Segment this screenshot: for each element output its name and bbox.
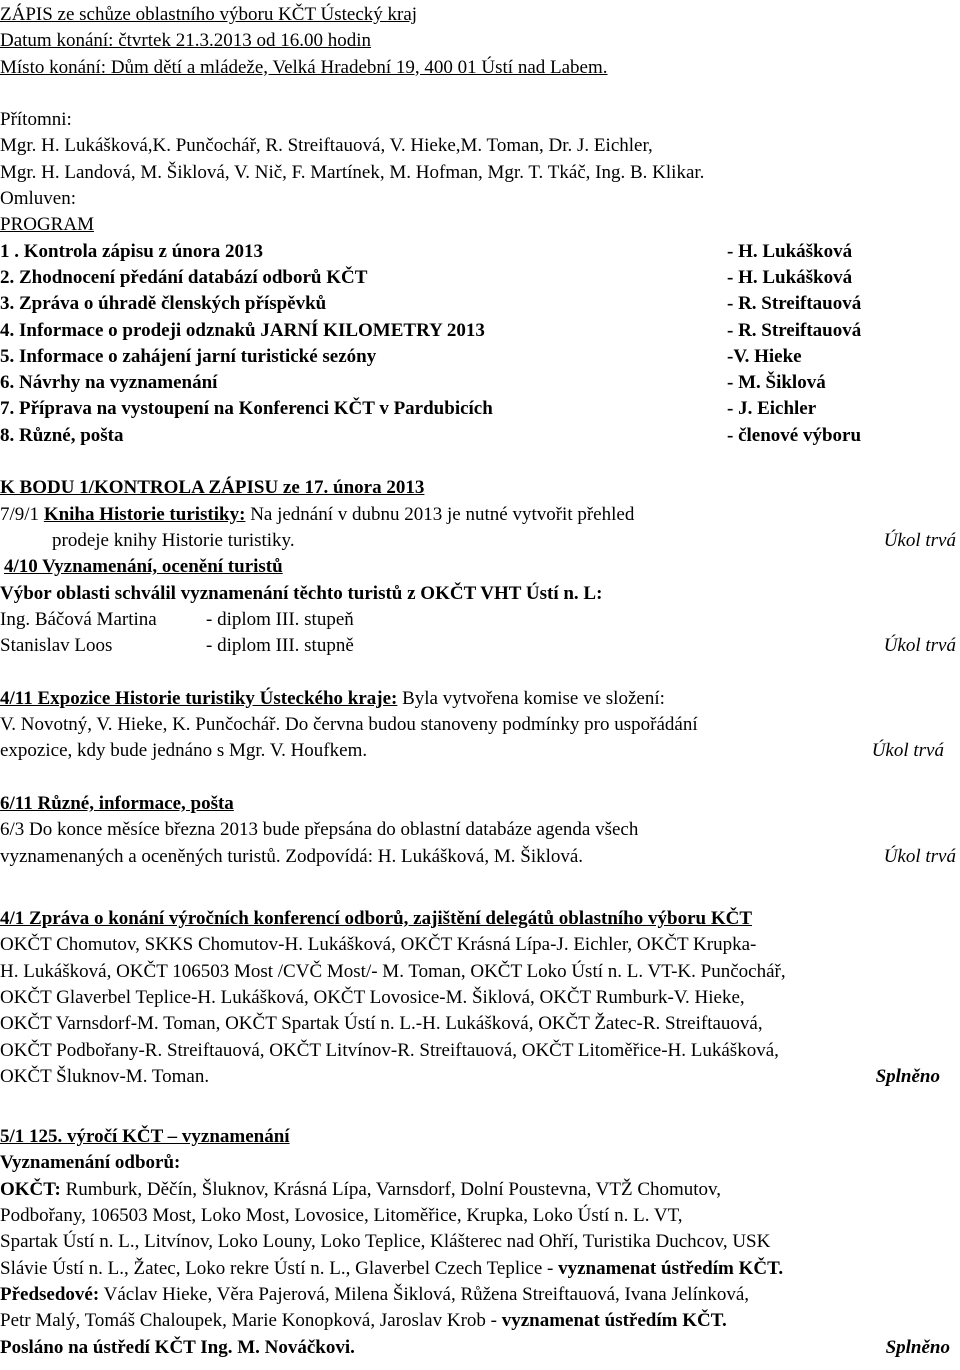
item-51-line: Slávie Ústí n. L., Žatec, Loko rekre Ústí n. L., Glaverbel Czech Teplice - vyznamenat ústředím KČT. [0, 1257, 784, 1279]
item-410-text: Výbor oblasti schválil vyznamenání těchto turistů z OKČT VHT Ústí n. L: [0, 582, 603, 604]
present-list-line-1: Mgr. H. Lukášková,K. Punčochář, R. Streiftauová, V. Hieke,M. Toman, Dr. J. Eichler, [0, 135, 653, 157]
program-item: 5. Informace o zahájení jarní turistické sezóny -V. Hieke [0, 345, 802, 367]
item-791-cont: prodeje knihy Historie turistiky. Úkol trvá [0, 528, 956, 554]
minutes-document [0, 2, 956, 1361]
item-791: 7/9/1 Kniha Historie turistiky: Na jednání v dubnu 2013 je nutné vytvořit přehled [0, 503, 635, 525]
item-41-line: OKČT Varnsdorf-M. Toman, OKČT Spartak Ústí n. L.-H. Lukášková, OKČT Žatec-R. Streiftauová, [0, 1013, 763, 1035]
item-51-line: Petr Malý, Tomáš Chaloupek, Marie Konopková, Jaroslav Krob - vyznamenat ústředím KČT. [0, 1310, 727, 1332]
spacer [0, 870, 956, 896]
status-badge: Splněno [885, 1336, 950, 1358]
program-item: 8. Různé, pošta - členové výboru [0, 424, 862, 446]
item-51-sent: Posláno na ústředí KČT Ing. M. Nováčkovi. Splněno [0, 1335, 956, 1361]
meeting-place: Místo konání: Dům dětí a mládeže, Velká Hradební 19, 400 01 Ústí nad Labem. [0, 56, 608, 78]
item-51-title: 5/1 125. výročí KČT – vyznamenání [0, 1126, 290, 1148]
item-51-line: OKČT: Rumburk, Děčín, Šluknov, Krásná Lípa, Varnsdorf, Dolní Poustevna, VTŽ Chomutov, [0, 1178, 722, 1200]
item-41-line: OKČT Glaverbel Teplice-H. Lukášková, OKČT Lovosice-M. Šiklová, OKČT Rumburk-V. Hieke, [0, 986, 745, 1008]
status-badge: Úkol trvá [883, 635, 956, 657]
document-title: ZÁPIS ze schůze oblastního výboru KČT Ústecký kraj [0, 4, 418, 25]
item-411-cont: expozice, kdy bude jednáno s Mgr. V. Houfkem. Úkol trvá [0, 738, 956, 764]
spacer [0, 896, 956, 906]
item-51-line: Předsedové: Václav Hieke, Věra Pajerová, Milena Šiklová, Růžena Streiftauová, Ivana Jelínková, [0, 1283, 750, 1305]
program-item: 2. Zhodnocení předání databází odborů KČT - H. Lukášková [0, 266, 853, 288]
item-41-line: OKČT Podbořany-R. Streiftauová, OKČT Litvínov-R. Streiftauová, OKČT Litoměřice-H. Lukášková, [0, 1039, 779, 1061]
spacer [0, 765, 956, 791]
program-item: 3. Zpráva o úhradě členských příspěvků - R. Streiftauová [0, 293, 862, 315]
item-41-line: H. Lukášková, OKČT 106503 Most /CVČ Most/- M. Toman, OKČT Loko Ústí n. L. VT-K. Punčochář, [0, 960, 786, 982]
program-heading: PROGRAM [0, 214, 94, 236]
status-badge: Splněno [875, 1065, 940, 1087]
item-51-sub: Vyznamenání odborů: [0, 1152, 181, 1174]
spacer [0, 659, 956, 685]
award-row: Stanislav Loos - diplom III. stupně Úkol trvá [0, 633, 956, 659]
present-label: Přítomni: [0, 109, 72, 131]
program-item: 6. Návrhy na vyznamenání - M. Šiklová [0, 372, 826, 394]
status-badge: Úkol trvá [883, 529, 956, 551]
spacer [0, 81, 956, 107]
excused-label: Omluven: [0, 188, 76, 210]
item-41-line: OKČT Chomutov, SKKS Chomutov-H. Lukášková, OKČT Krásná Lípa-J. Eichler, OKČT Krupka- [0, 934, 757, 956]
present-list-line-2: Mgr. H. Landová, M. Šiklová, V. Nič, F. Martínek, M. Hofman, Mgr. T. Tkáč, Ing. B. Klikar. [0, 161, 705, 183]
item-611-title: 6/11 Různé, informace, pošta [0, 792, 234, 814]
item-41-title: 4/1 Zpráva o konání výročních konferencí odborů, zajištění delegátů oblastního výboru KČT [0, 908, 752, 930]
item-51-line: Podbořany, 106503 Most, Loko Most, Lovosice, Litoměřice, Krupka, Loko Ústí n. L. VT, [0, 1205, 683, 1227]
program-item: 7. Příprava na vystoupení na Konferenci KČT v Pardubicích - J. Eichler [0, 398, 817, 420]
program-item: 1 . Kontrola zápisu z února 2013 - H. Lukášková [0, 240, 853, 262]
program-item: 4. Informace o prodeji odznaků JARNÍ KILOMETRY 2013 - R. Streiftauová [0, 319, 862, 341]
meeting-date: Datum konání: čtvrtek 21.3.2013 od 16.00 hodin [0, 30, 371, 52]
item-41-line: OKČT Šluknov-M. Toman. Splněno [0, 1064, 956, 1090]
spacer [0, 1090, 956, 1124]
item-411-cont: V. Novotný, V. Hieke, K. Punčochář. Do června budou stanoveny podmínky pro uspořádání [0, 714, 698, 736]
program-list [0, 239, 956, 449]
item-411: 4/11 Expozice Historie turistiky Ústeckého kraje: Byla vytvořena komise ve složení: [0, 687, 665, 709]
item-611-text: 6/3 Do konce měsíce března 2013 bude přepsána do oblastní databáze agenda všech [0, 819, 639, 841]
spacer [0, 449, 956, 475]
award-row: Ing. Báčová Martina - diplom III. stupeň [0, 608, 354, 630]
status-badge: Úkol trvá [883, 845, 956, 867]
section-heading-bod1: K BODU 1/KONTROLA ZÁPISU ze 17. února 2013 [0, 477, 425, 499]
status-badge: Úkol trvá [871, 740, 944, 762]
item-51-line: Spartak Ústí n. L., Litvínov, Loko Louny, Loko Teplice, Klášterec nad Ohří, Turistika Duchcov, USK [0, 1231, 771, 1253]
item-410-title: 4/10 Vyznamenání, ocenění turistů [4, 556, 283, 578]
item-611-cont: vyznamenaných a oceněných turistů. Zodpovídá: H. Lukášková, M. Šiklová. Úkol trvá [0, 844, 956, 870]
